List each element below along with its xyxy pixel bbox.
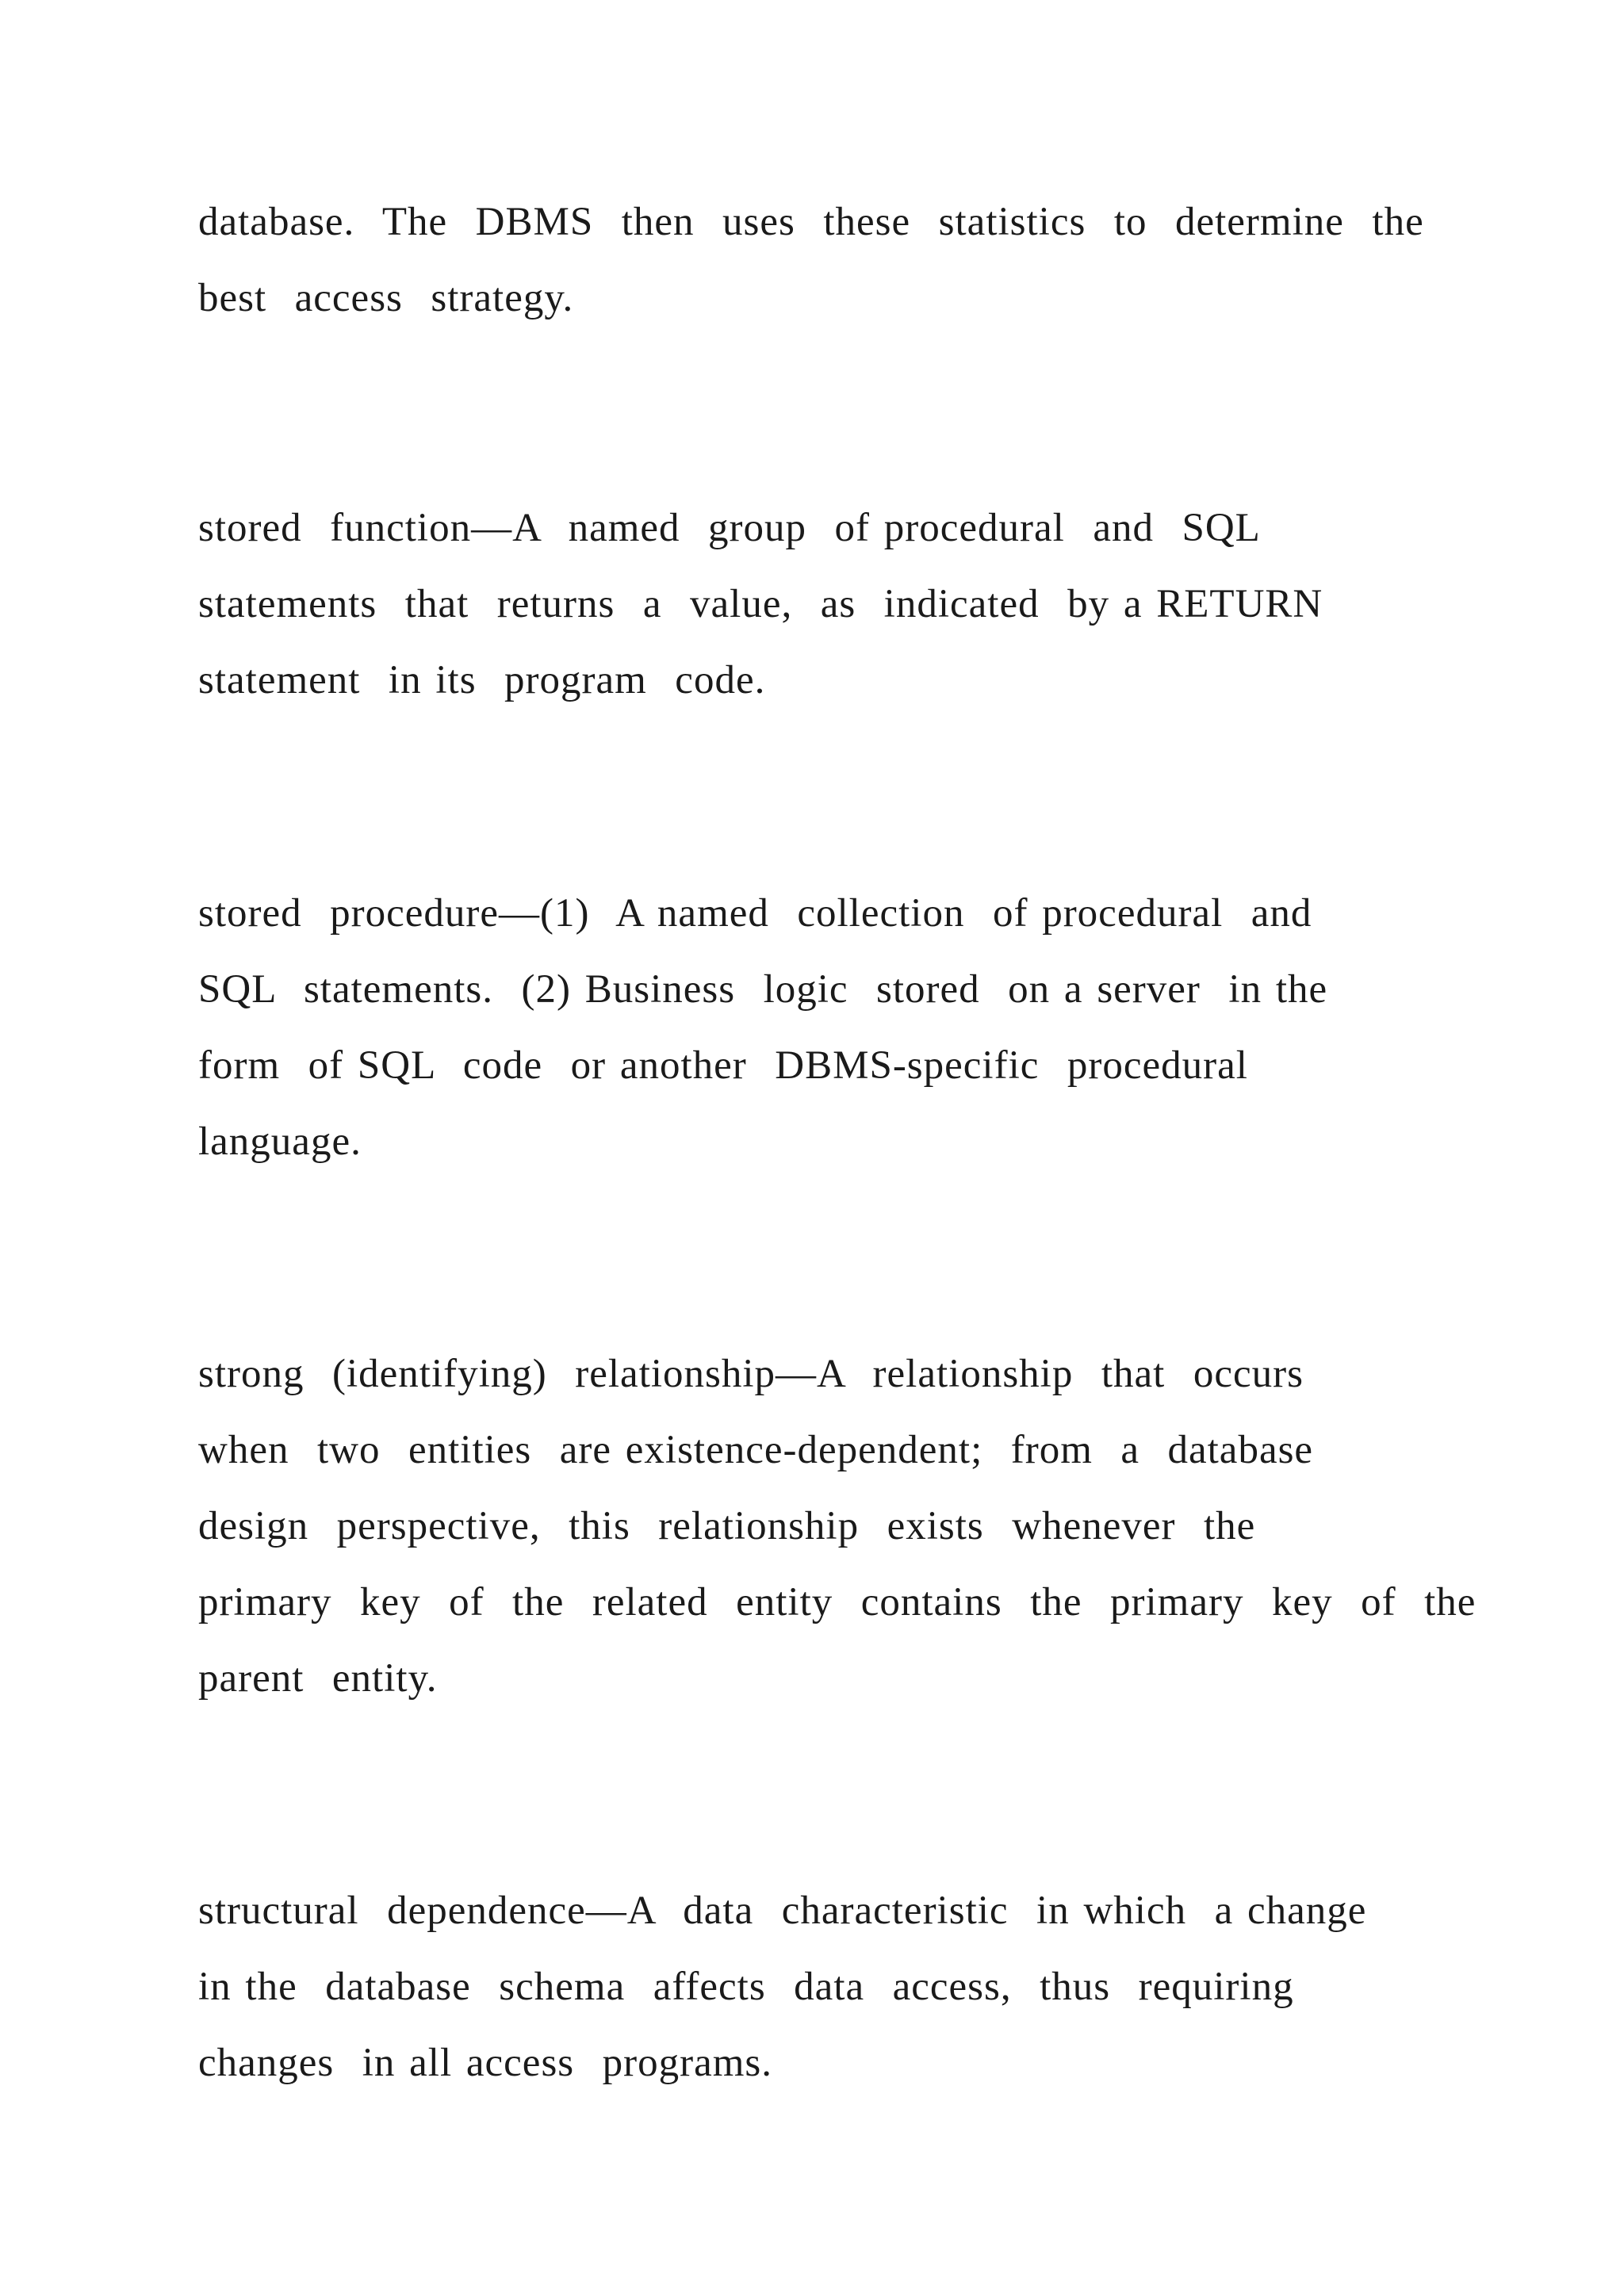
paragraph-4-line-3: design perspective, this relationship exists whenever the	[198, 1504, 1256, 1548]
paragraph-3-line-1: stored procedure—(1) A named collection of procedural and	[198, 891, 1312, 936]
paragraph-3-line-2: SQL statements. (2) Business logic stored on a server in the	[198, 967, 1328, 1012]
paragraph-4-line-4: primary key of the related entity contains the primary key of the	[198, 1580, 1477, 1624]
paragraph-5-line-1: structural dependence—A data characteristic in which a change	[198, 1888, 1367, 1933]
paragraph-1-line-1: database. The DBMS then uses these statistics to determine the	[198, 200, 1424, 244]
paragraph-4-line-1: strong (identifying) relationship—A relationship that occurs	[198, 1352, 1304, 1396]
paragraph-2-line-3: statement in its program code.	[198, 658, 766, 702]
paragraph-1-line-2: best access strategy.	[198, 276, 574, 320]
paragraph-4-line-5: parent entity.	[198, 1656, 438, 1701]
paragraph-3-line-4: language.	[198, 1119, 362, 1164]
paragraph-4-line-2: when two entities are existence-dependent; from a database	[198, 1428, 1314, 1472]
paragraph-5-line-2: in the database schema affects data access, thus requiring	[198, 1965, 1294, 2009]
paragraph-2-line-1: stored function—A named group of procedural and SQL	[198, 506, 1261, 550]
paragraph-2-line-2: statements that returns a value, as indicated by a RETURN	[198, 582, 1323, 626]
paragraph-5-line-3: changes in all access programs.	[198, 2041, 773, 2085]
paragraph-3-line-3: form of SQL code or another DBMS-specific procedural	[198, 1043, 1248, 1088]
